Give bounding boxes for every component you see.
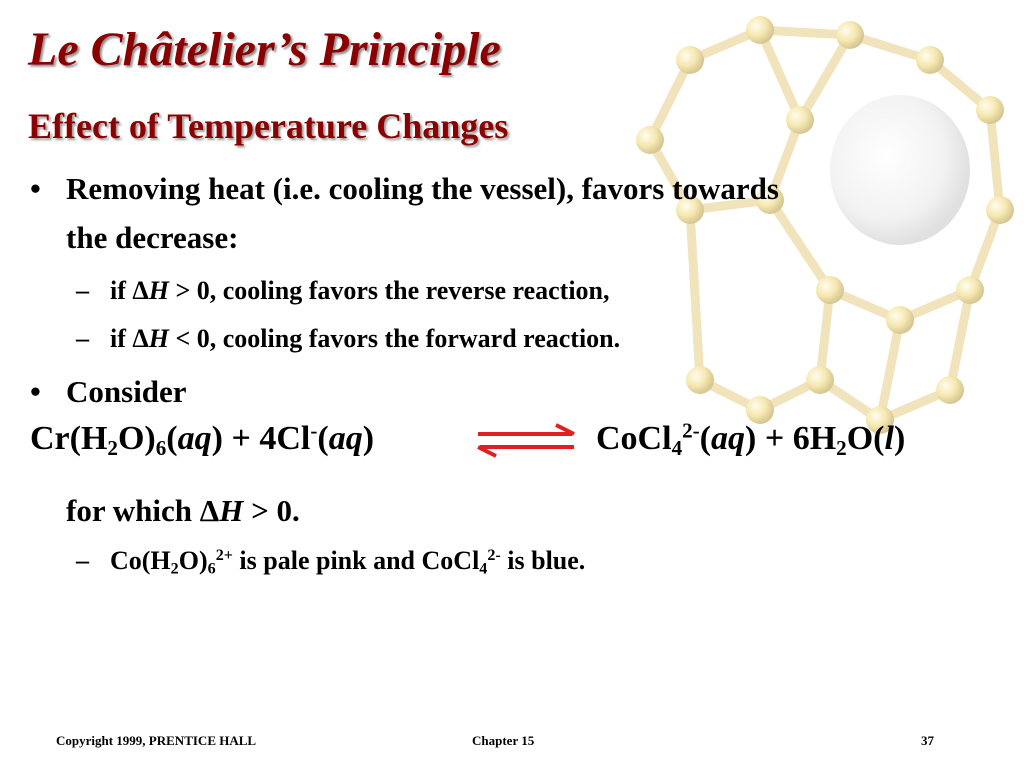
note-subscript: 2: [170, 560, 179, 578]
equation-reactants: [30, 418, 375, 460]
eq-subscript: 4: [671, 435, 683, 460]
note-charge: 2+: [215, 547, 233, 565]
sub-bullet-text: < 0, cooling favors the forward reaction.: [168, 324, 621, 353]
for-which-text: > 0.: [243, 493, 300, 528]
sub-bullet-positive-dh: [110, 275, 610, 306]
note-text: Co(H: [110, 546, 171, 575]
note-text: is blue.: [500, 546, 586, 575]
bullet-marker: •: [30, 171, 41, 206]
slide-title: Le Châtelier’s Principle: [28, 23, 501, 76]
for-which-dh-positive: [66, 492, 300, 529]
eq-state: aq: [711, 420, 745, 457]
eq-text: ) + 6H: [745, 420, 837, 457]
eq-text: (: [317, 420, 329, 457]
eq-subscript: 2: [836, 435, 847, 460]
bullet-removing-heat-line1: Removing heat (i.e. cooling the vessel), favors towards: [66, 171, 779, 206]
eq-text: O): [117, 420, 156, 457]
eq-text: ): [893, 420, 906, 457]
delta-symbol: Δ: [199, 493, 220, 528]
enthalpy-symbol: H: [219, 493, 244, 528]
equation-products: [596, 418, 906, 460]
note-text: is pale pink and CoCl: [232, 546, 480, 575]
note-text: O): [178, 546, 208, 575]
sub-bullet-negative-dh: [110, 323, 620, 354]
sub-bullet-marker: –: [76, 276, 89, 305]
sub-bullet-marker: –: [76, 324, 89, 353]
eq-text: (: [699, 420, 711, 457]
eq-text: Cr(H: [30, 420, 108, 457]
note-subscript: 6: [207, 560, 216, 578]
delta-symbol: Δ: [132, 324, 149, 353]
eq-subscript: 2: [107, 435, 118, 460]
slide-subtitle: Effect of Temperature Changes: [28, 106, 509, 146]
footer-chapter: Chapter 15: [472, 733, 535, 748]
eq-charge: -: [310, 418, 318, 443]
eq-charge: 2-: [682, 418, 700, 443]
eq-state: aq: [177, 420, 212, 457]
enthalpy-symbol: H: [148, 324, 169, 353]
footer-page-number: 37: [921, 733, 934, 748]
equilibrium-arrow-icon: [472, 420, 582, 460]
bullet-removing-heat-line2: the decrease:: [66, 220, 239, 255]
if-text: if: [110, 324, 133, 353]
if-text: if: [110, 276, 133, 305]
bullet-marker: •: [30, 374, 41, 409]
delta-symbol: Δ: [132, 276, 149, 305]
bullet-consider: Consider: [66, 374, 187, 409]
eq-text: (: [166, 420, 178, 457]
sub-bullet-marker: –: [76, 546, 89, 575]
note-subscript: 4: [479, 560, 488, 578]
eq-state: aq: [328, 420, 363, 457]
eq-text: ): [362, 420, 375, 457]
for-which-text: for which: [66, 493, 200, 528]
note-charge: 2-: [487, 547, 501, 565]
eq-state: l: [884, 420, 894, 457]
eq-subscript: 6: [155, 435, 167, 460]
eq-text: ) + 4Cl: [211, 420, 311, 457]
sub-bullet-text: > 0, cooling favors the reverse reaction,: [168, 276, 610, 305]
enthalpy-symbol: H: [148, 276, 169, 305]
eq-text: CoCl: [596, 420, 672, 457]
footer-copyright: Copyright 1999, PRENTICE HALL: [56, 733, 257, 748]
color-note: [110, 545, 585, 576]
eq-text: O(: [846, 420, 885, 457]
